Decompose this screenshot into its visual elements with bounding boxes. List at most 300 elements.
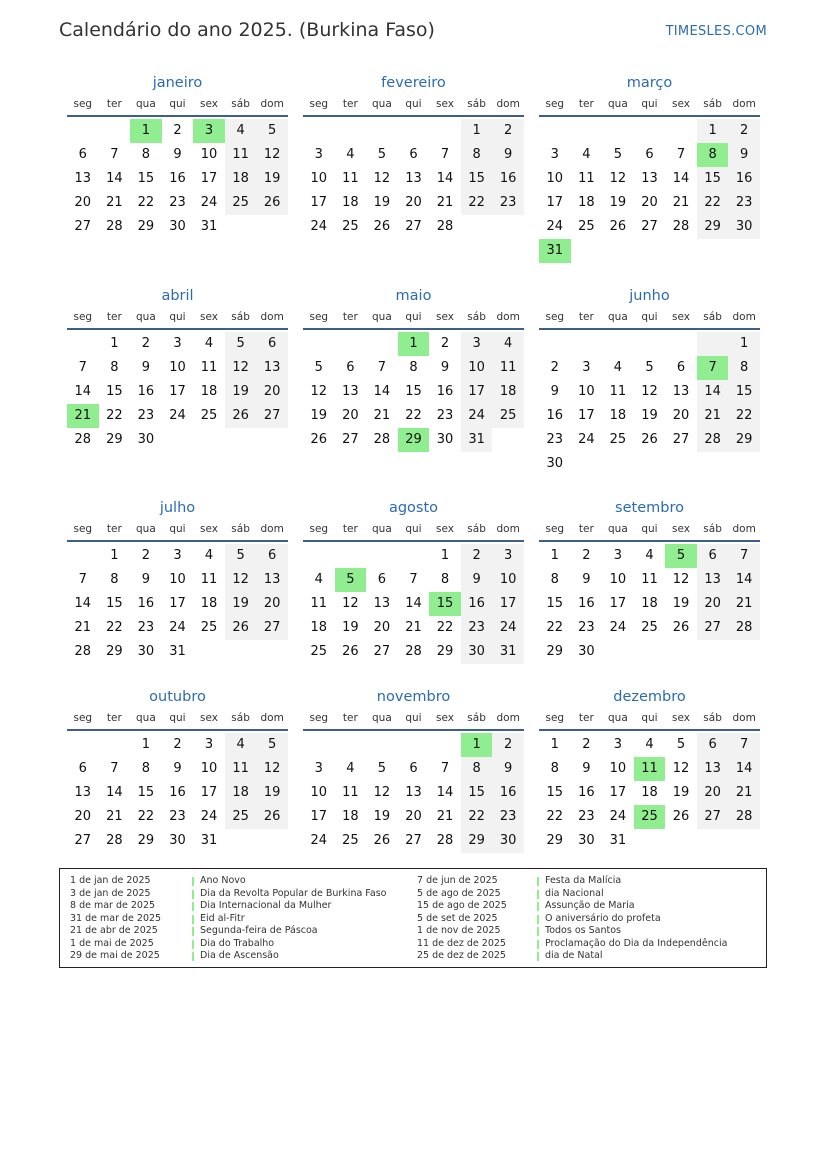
day-cell: 15 [546, 596, 564, 611]
weekday-label: dom [496, 98, 520, 110]
day-grid [303, 119, 524, 239]
empty-day-cell [366, 119, 398, 143]
weekday-label: qua [372, 98, 392, 110]
empty-day-cell [398, 119, 430, 143]
day-cell: 16 [492, 781, 524, 805]
day-cell: 18 [310, 620, 328, 635]
holiday-legend [59, 868, 767, 968]
month-name: janeiro [152, 75, 203, 91]
empty-day-cell [67, 544, 99, 568]
day-cell: 29 [461, 829, 493, 853]
legend-holiday-name: Assunção de Maria [545, 900, 635, 911]
month-agosto [303, 498, 524, 664]
day-grid [67, 544, 288, 664]
day-cell: 24 [609, 620, 627, 635]
day-cell: 30 [492, 829, 524, 853]
empty-day-cell [602, 119, 634, 143]
weekday-label: sex [436, 712, 455, 724]
weekday-header [303, 711, 524, 731]
day-cell: 17 [310, 195, 328, 210]
empty-day-cell [697, 829, 729, 853]
day-cell: 18 [609, 408, 627, 423]
legend-dates-right [417, 875, 507, 963]
day-cell: 27 [373, 644, 391, 659]
day-cell: 24 [169, 408, 186, 423]
day-cell: 11 [342, 171, 359, 186]
empty-day-cell [67, 332, 99, 356]
day-cell: 4 [645, 737, 654, 752]
empty-day-cell [492, 428, 524, 452]
day-cell: 26 [256, 191, 288, 215]
day-cell: 5 [256, 119, 288, 143]
day-cell: 17 [169, 596, 186, 611]
day-cell: 31 [200, 219, 218, 234]
day-cell: 13 [373, 596, 391, 611]
empty-day-cell [335, 544, 367, 568]
day-cell: 5 [225, 332, 257, 356]
day-cell: 21 [106, 195, 123, 210]
day-cell: 6 [78, 147, 87, 162]
day-cell: 14 [672, 171, 690, 186]
weekday-label: sáb [703, 523, 722, 535]
holiday-day-cell: 15 [429, 592, 461, 616]
day-cell: 24 [609, 809, 627, 824]
weekday-label: seg [545, 523, 565, 535]
day-cell: 10 [546, 171, 564, 186]
day-cell: 27 [697, 616, 729, 640]
weekday-label: sex [672, 523, 691, 535]
legend-date: 3 de jan de 2025 [70, 887, 151, 899]
weekday-label: sáb [231, 98, 250, 110]
day-cell: 28 [728, 805, 760, 829]
month-name: novembro [376, 689, 451, 705]
day-cell: 21 [728, 781, 760, 805]
day-cell: 30 [578, 833, 595, 848]
day-cell: 18 [225, 781, 257, 805]
weekday-label: qui [405, 311, 422, 323]
day-cell: 5 [377, 761, 387, 776]
page-title: Calendário do ano 2025. (Burkina Faso) [59, 19, 435, 41]
day-cell: 16 [546, 408, 564, 423]
day-cell: 5 [377, 147, 387, 162]
weekday-label: dom [496, 311, 520, 323]
day-grid [303, 544, 524, 664]
legend-holiday-name: Ano Novo [200, 875, 246, 886]
day-cell: 1 [728, 332, 760, 356]
day-grid [303, 733, 524, 853]
empty-day-cell [303, 119, 335, 143]
holiday-day-cell: 1 [461, 733, 493, 757]
day-cell: 12 [225, 356, 257, 380]
empty-day-cell [335, 119, 367, 143]
empty-day-cell [67, 733, 99, 757]
day-cell: 16 [137, 384, 155, 399]
day-cell: 1 [440, 548, 450, 563]
weekday-label: sáb [231, 523, 250, 535]
weekday-label: dom [260, 311, 284, 323]
day-cell: 25 [342, 219, 359, 234]
day-cell: 26 [373, 219, 391, 234]
weekday-label: sex [200, 523, 219, 535]
holiday-day-cell: 11 [634, 757, 666, 781]
day-cell: 31 [169, 644, 186, 659]
legend-holiday-name: Segunda-feira de Páscoa [200, 925, 318, 936]
legend-date: 1 de nov de 2025 [417, 925, 501, 936]
day-cell: 7 [728, 733, 760, 757]
day-cell: 26 [672, 809, 690, 824]
weekday-header [303, 522, 524, 542]
day-cell: 12 [310, 384, 328, 399]
legend-holiday-name: dia de Natal [545, 950, 603, 961]
day-cell: 18 [200, 596, 218, 611]
day-cell: 5 [645, 360, 654, 375]
day-cell: 1 [550, 737, 559, 752]
weekday-label: seg [73, 311, 93, 323]
brand-link[interactable]: TIMESLES.COM [665, 24, 767, 39]
empty-day-cell [634, 829, 666, 853]
legend-holiday-name: Dia de Ascensão [200, 950, 279, 961]
day-cell: 28 [436, 833, 454, 848]
day-cell: 4 [346, 147, 355, 162]
weekday-header [67, 711, 288, 731]
day-cell: 7 [78, 360, 87, 375]
day-cell: 22 [106, 408, 123, 423]
day-cell: 30 [137, 432, 155, 447]
legend-holiday-name: Festa da Malícia [545, 875, 622, 886]
empty-day-cell [162, 428, 194, 452]
legend-date: 8 de mar de 2025 [70, 900, 156, 911]
day-cell: 8 [461, 143, 493, 167]
day-cell: 21 [436, 809, 454, 824]
day-cell: 4 [204, 336, 214, 351]
day-cell: 25 [492, 404, 524, 428]
weekday-header [539, 522, 760, 542]
day-cell: 23 [436, 408, 454, 423]
day-cell: 22 [436, 620, 454, 635]
day-cell: 14 [106, 785, 123, 800]
day-cell: 9 [728, 143, 760, 167]
day-cell: 2 [173, 737, 182, 752]
empty-day-cell [602, 640, 634, 664]
day-cell: 19 [310, 408, 328, 423]
day-cell: 1 [461, 119, 493, 143]
weekday-label: ter [578, 712, 594, 724]
day-cell: 31 [609, 833, 627, 848]
day-cell: 28 [106, 833, 123, 848]
day-cell: 14 [728, 568, 760, 592]
day-cell: 20 [373, 620, 391, 635]
day-cell: 6 [256, 544, 288, 568]
day-cell: 26 [225, 404, 257, 428]
empty-day-cell [571, 452, 603, 476]
month-name: julho [159, 500, 196, 516]
month-abril [67, 286, 288, 452]
day-cell: 5 [613, 147, 623, 162]
day-cell: 23 [169, 195, 186, 210]
legend-date: 29 de mai de 2025 [70, 950, 160, 961]
month-name: março [626, 75, 673, 91]
day-cell: 16 [169, 785, 186, 800]
weekday-label: ter [106, 98, 122, 110]
weekday-label: sex [672, 98, 691, 110]
day-grid [67, 119, 288, 239]
weekday-label: dom [260, 712, 284, 724]
legend-date: 5 de ago de 2025 [417, 887, 501, 899]
day-cell: 17 [310, 809, 328, 824]
empty-day-cell [602, 452, 634, 476]
day-cell: 20 [256, 380, 288, 404]
weekday-label: qua [136, 311, 156, 323]
empty-day-cell [697, 452, 729, 476]
day-cell: 28 [106, 219, 123, 234]
day-cell: 28 [728, 616, 760, 640]
day-cell: 11 [492, 356, 524, 380]
day-cell: 19 [256, 167, 288, 191]
empty-day-cell [429, 733, 461, 757]
month-dezembro [539, 687, 760, 853]
day-cell: 5 [256, 733, 288, 757]
day-grid [303, 332, 524, 452]
day-cell: 11 [609, 384, 627, 399]
empty-day-cell [492, 215, 524, 239]
month-janeiro [67, 73, 288, 239]
day-cell: 16 [578, 785, 595, 800]
day-cell: 9 [440, 360, 450, 375]
day-cell: 18 [641, 596, 658, 611]
day-cell: 9 [173, 761, 182, 776]
day-cell: 29 [106, 644, 123, 659]
day-cell: 2 [492, 119, 524, 143]
day-cell: 24 [169, 620, 186, 635]
empty-day-cell [303, 733, 335, 757]
day-cell: 17 [609, 785, 627, 800]
day-cell: 30 [728, 215, 760, 239]
day-cell: 23 [546, 432, 564, 447]
day-cell: 20 [405, 809, 422, 824]
day-cell: 18 [342, 809, 359, 824]
empty-day-cell [665, 829, 697, 853]
day-cell: 19 [373, 195, 391, 210]
weekday-header [539, 711, 760, 731]
day-cell: 2 [141, 548, 151, 563]
month-name: junho [629, 288, 670, 304]
day-cell: 25 [310, 644, 328, 659]
day-cell: 15 [405, 384, 422, 399]
day-cell: 22 [546, 809, 564, 824]
day-cell: 15 [697, 167, 729, 191]
day-cell: 29 [728, 428, 760, 452]
month-outubro [67, 687, 288, 853]
day-grid [539, 733, 760, 853]
day-cell: 25 [200, 620, 218, 635]
day-cell: 23 [137, 408, 155, 423]
day-cell: 19 [373, 809, 391, 824]
day-cell: 13 [256, 568, 288, 592]
day-cell: 8 [550, 761, 559, 776]
weekday-label: dom [732, 98, 756, 110]
day-cell: 21 [74, 620, 92, 635]
day-cell: 22 [728, 404, 760, 428]
day-cell: 21 [106, 809, 123, 824]
legend-holiday-name: Dia do Trabalho [200, 937, 275, 949]
day-cell: 10 [492, 568, 524, 592]
empty-day-cell [571, 239, 603, 263]
day-cell: 7 [440, 147, 450, 162]
month-name: setembro [615, 500, 684, 516]
day-cell: 4 [492, 332, 524, 356]
weekday-label: sex [436, 523, 455, 535]
day-cell: 4 [582, 147, 591, 162]
empty-day-cell [193, 640, 225, 664]
weekday-label: qua [136, 712, 156, 724]
day-cell: 12 [342, 596, 359, 611]
day-cell: 7 [377, 360, 387, 375]
weekday-label: sáb [703, 311, 722, 323]
legend-dates-left [70, 875, 161, 963]
day-cell: 31 [200, 833, 218, 848]
day-cell: 29 [546, 833, 564, 848]
day-cell: 24 [200, 809, 218, 824]
day-cell: 27 [74, 219, 92, 234]
weekday-label: qua [608, 98, 628, 110]
weekday-label: sex [200, 311, 219, 323]
legend-date: 1 de jan de 2025 [70, 875, 151, 886]
day-cell: 15 [461, 167, 493, 191]
month-name: agosto [388, 500, 439, 516]
day-grid [67, 332, 288, 452]
day-cell: 10 [461, 356, 493, 380]
empty-day-cell [429, 119, 461, 143]
weekday-label: qui [169, 712, 186, 724]
weekday-label: dom [496, 712, 520, 724]
day-cell: 10 [169, 360, 186, 375]
holiday-day-cell: 5 [335, 568, 367, 592]
weekday-header [303, 310, 524, 330]
day-grid [539, 119, 760, 263]
day-cell: 14 [74, 596, 92, 611]
weekday-label: ter [342, 523, 358, 535]
day-cell: 4 [314, 572, 323, 587]
day-cell: 16 [137, 596, 155, 611]
legend-names-right [545, 875, 727, 963]
day-cell: 5 [225, 544, 257, 568]
weekday-label: seg [309, 311, 329, 323]
legend-date: 15 de ago de 2025 [417, 900, 507, 911]
day-cell: 19 [672, 785, 690, 800]
weekday-label: seg [73, 98, 93, 110]
day-cell: 27 [672, 432, 690, 447]
weekday-label: seg [73, 712, 93, 724]
day-cell: 29 [436, 644, 454, 659]
weekday-label: sex [200, 712, 219, 724]
legend-date: 25 de dez de 2025 [417, 950, 506, 961]
day-cell: 6 [697, 544, 729, 568]
day-cell: 28 [74, 432, 92, 447]
day-cell: 23 [492, 191, 524, 215]
day-cell: 12 [225, 568, 257, 592]
weekday-label: qua [608, 523, 628, 535]
empty-day-cell [225, 428, 257, 452]
day-cell: 17 [609, 596, 627, 611]
legend-holiday-name: Dia Internacional da Mulher [200, 900, 332, 911]
weekday-label: dom [732, 712, 756, 724]
day-cell: 11 [641, 572, 658, 587]
weekday-label: qui [405, 523, 422, 535]
day-cell: 8 [110, 572, 119, 587]
day-cell: 1 [110, 548, 119, 563]
day-cell: 4 [645, 548, 654, 563]
empty-day-cell [665, 452, 697, 476]
empty-day-cell [99, 733, 131, 757]
day-cell: 25 [641, 620, 658, 635]
day-cell: 13 [672, 384, 690, 399]
empty-day-cell [539, 119, 571, 143]
day-cell: 28 [373, 432, 391, 447]
holiday-day-cell: 31 [539, 239, 571, 263]
month-setembro [539, 498, 760, 664]
empty-day-cell [665, 640, 697, 664]
legend-date: 7 de jun de 2025 [417, 875, 498, 886]
day-cell: 14 [405, 596, 422, 611]
day-cell: 29 [137, 833, 155, 848]
weekday-label: qui [169, 98, 186, 110]
day-cell: 15 [137, 785, 155, 800]
day-cell: 18 [225, 167, 257, 191]
empty-day-cell [634, 640, 666, 664]
holiday-day-cell: 8 [697, 143, 729, 167]
day-cell: 14 [74, 384, 92, 399]
empty-day-cell [571, 332, 603, 356]
day-grid [539, 332, 760, 476]
day-cell: 27 [405, 833, 422, 848]
day-cell: 24 [492, 616, 524, 640]
day-cell: 21 [728, 592, 760, 616]
empty-day-cell [256, 640, 288, 664]
month-fevereiro [303, 73, 524, 239]
holiday-day-cell: 1 [130, 119, 162, 143]
day-cell: 20 [74, 195, 92, 210]
day-cell: 26 [373, 833, 391, 848]
weekday-label: seg [73, 523, 93, 535]
empty-day-cell [398, 733, 430, 757]
month-name: fevereiro [381, 75, 446, 91]
day-cell: 20 [256, 592, 288, 616]
empty-day-cell [256, 215, 288, 239]
day-cell: 2 [173, 123, 182, 138]
legend-names-left [200, 875, 386, 963]
day-cell: 31 [492, 640, 524, 664]
day-cell: 17 [578, 408, 595, 423]
weekday-label: qua [372, 712, 392, 724]
day-cell: 16 [461, 592, 493, 616]
weekday-label: ter [106, 523, 122, 535]
empty-day-cell [256, 428, 288, 452]
month-name: abril [161, 288, 194, 304]
day-cell: 6 [346, 360, 355, 375]
weekday-label: seg [545, 98, 565, 110]
day-cell: 7 [78, 572, 87, 587]
legend-holiday-name: Proclamação do Dia da Independência [545, 937, 728, 949]
day-cell: 22 [461, 805, 493, 829]
day-cell: 17 [169, 384, 186, 399]
weekday-label: ter [578, 523, 594, 535]
day-cell: 1 [141, 737, 151, 752]
day-cell: 21 [697, 404, 729, 428]
day-cell: 26 [641, 432, 658, 447]
day-cell: 28 [672, 219, 690, 234]
day-cell: 6 [697, 733, 729, 757]
weekday-label: seg [545, 311, 565, 323]
